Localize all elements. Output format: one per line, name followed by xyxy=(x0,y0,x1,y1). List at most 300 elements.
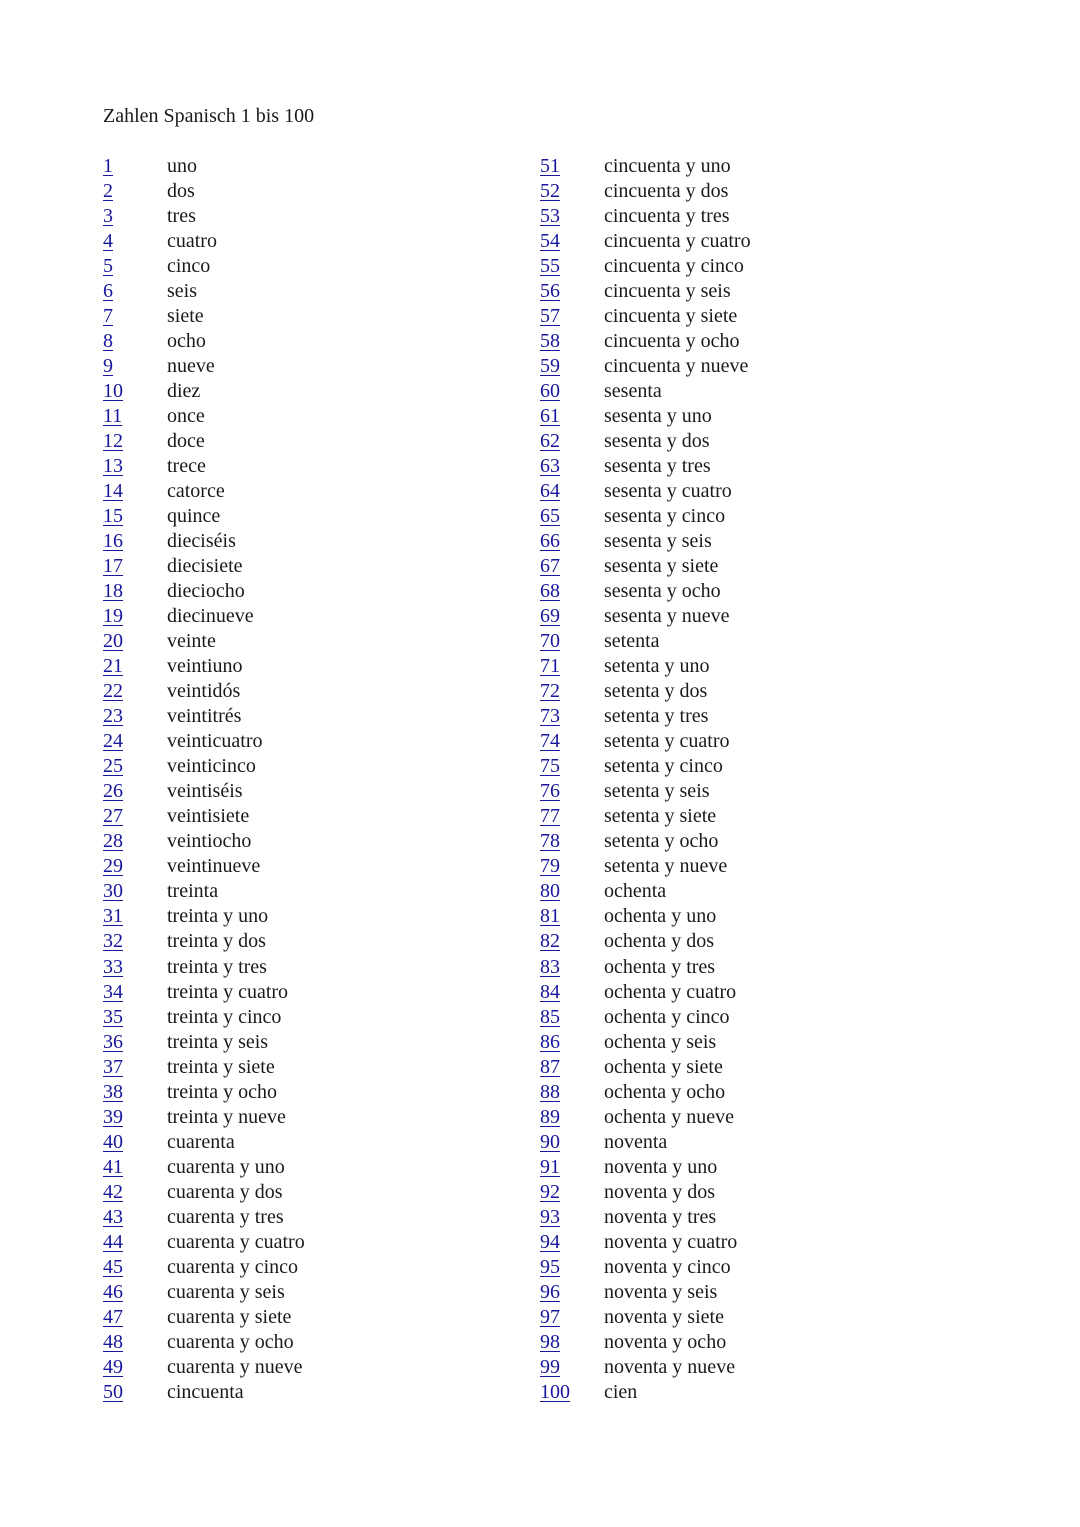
number-entry xyxy=(540,354,960,379)
number-entry xyxy=(540,829,960,854)
spanish-word: seis xyxy=(167,280,197,303)
number-link[interactable]: 12 xyxy=(103,430,123,453)
spanish-word: diecinueve xyxy=(167,605,254,628)
number-link[interactable]: 14 xyxy=(103,480,123,503)
number-entry xyxy=(540,604,960,629)
number-entry xyxy=(540,379,960,404)
spanish-word: trece xyxy=(167,455,206,478)
number-entry xyxy=(540,879,960,904)
spanish-word: cincuenta y siete xyxy=(604,305,738,328)
number-entry xyxy=(540,179,960,204)
number-entry xyxy=(103,1230,523,1255)
spanish-word: noventa y cinco xyxy=(604,1255,731,1278)
number-entry xyxy=(540,154,960,179)
number-entry xyxy=(540,1255,960,1280)
number-entry xyxy=(540,704,960,729)
number-link[interactable]: 62 xyxy=(540,430,560,453)
number-link[interactable]: 5 xyxy=(103,255,113,278)
number-entry xyxy=(540,955,960,980)
number-link[interactable]: 95 xyxy=(540,1255,560,1278)
spanish-word: noventa y nueve xyxy=(604,1355,736,1378)
number-link[interactable]: 67 xyxy=(540,555,560,578)
number-link[interactable]: 28 xyxy=(103,830,123,853)
number-entry xyxy=(540,929,960,954)
number-link[interactable]: 50 xyxy=(103,1380,123,1403)
number-entry xyxy=(103,1380,523,1405)
number-link[interactable]: 4 xyxy=(103,230,113,253)
number-entry xyxy=(103,1080,523,1105)
number-entry xyxy=(103,879,523,904)
number-entry xyxy=(103,955,523,980)
number-entry xyxy=(540,504,960,529)
spanish-word: sesenta y cuatro xyxy=(604,480,732,503)
number-entry xyxy=(540,304,960,329)
number-entry xyxy=(103,1180,523,1205)
number-entry xyxy=(540,1105,960,1130)
spanish-word: cinco xyxy=(167,255,211,278)
number-link[interactable]: 39 xyxy=(103,1105,123,1128)
spanish-word: setenta y ocho xyxy=(604,830,719,853)
number-entry xyxy=(540,554,960,579)
number-entry xyxy=(103,1305,523,1330)
number-link[interactable]: 52 xyxy=(540,180,560,203)
number-link[interactable]: 32 xyxy=(103,930,123,953)
number-link[interactable]: 16 xyxy=(103,530,123,553)
number-entry xyxy=(103,604,523,629)
number-link[interactable]: 30 xyxy=(103,880,123,903)
number-link[interactable]: 33 xyxy=(103,955,123,978)
spanish-word: treinta y ocho xyxy=(167,1080,277,1103)
number-link[interactable]: 81 xyxy=(540,905,560,928)
number-link[interactable]: 92 xyxy=(540,1180,560,1203)
spanish-word: treinta xyxy=(167,880,219,903)
number-link[interactable]: 34 xyxy=(103,980,123,1003)
number-link[interactable]: 58 xyxy=(540,330,560,353)
number-entry xyxy=(103,829,523,854)
spanish-word: ochenta y cinco xyxy=(604,1005,730,1028)
number-link[interactable]: 83 xyxy=(540,955,560,978)
spanish-word: veintitrés xyxy=(167,705,242,728)
number-entry xyxy=(103,704,523,729)
number-entry xyxy=(540,1355,960,1380)
number-link[interactable]: 36 xyxy=(103,1030,123,1053)
number-link[interactable]: 20 xyxy=(103,630,123,653)
number-entry xyxy=(540,529,960,554)
number-link[interactable]: 59 xyxy=(540,355,560,378)
spanish-word: setenta y dos xyxy=(604,680,708,703)
spanish-word: sesenta y cinco xyxy=(604,505,726,528)
number-entry xyxy=(103,679,523,704)
number-link[interactable]: 66 xyxy=(540,530,560,553)
number-entry xyxy=(540,729,960,754)
spanish-word: setenta y nueve xyxy=(604,855,728,878)
number-link[interactable]: 10 xyxy=(103,380,123,403)
spanish-word: diez xyxy=(167,380,201,403)
number-entry xyxy=(103,404,523,429)
number-link[interactable]: 35 xyxy=(103,1005,123,1028)
number-link[interactable]: 45 xyxy=(103,1255,123,1278)
number-entry xyxy=(540,1280,960,1305)
number-link[interactable]: 76 xyxy=(540,780,560,803)
spanish-word: catorce xyxy=(167,480,225,503)
number-entry xyxy=(540,1305,960,1330)
number-link[interactable]: 26 xyxy=(103,780,123,803)
spanish-word: veintisiete xyxy=(167,805,250,828)
number-link[interactable]: 73 xyxy=(540,705,560,728)
spanish-word: sesenta xyxy=(604,380,662,403)
spanish-word: cuarenta y ocho xyxy=(167,1330,294,1353)
number-link[interactable]: 85 xyxy=(540,1005,560,1028)
number-link[interactable]: 69 xyxy=(540,605,560,628)
spanish-word: noventa y siete xyxy=(604,1305,724,1328)
spanish-word: cincuenta y uno xyxy=(604,155,731,177)
number-link[interactable]: 60 xyxy=(540,380,560,403)
number-entry xyxy=(540,629,960,654)
number-entry xyxy=(540,654,960,679)
number-link[interactable]: 72 xyxy=(540,680,560,703)
number-entry xyxy=(540,980,960,1005)
number-entry xyxy=(103,229,523,254)
number-entry xyxy=(103,779,523,804)
spanish-word: treinta y dos xyxy=(167,930,266,953)
spanish-word: sesenta y nueve xyxy=(604,605,730,628)
spanish-word: veintiocho xyxy=(167,830,252,853)
spanish-word: treinta y tres xyxy=(167,955,267,978)
number-link[interactable]: 93 xyxy=(540,1205,560,1228)
number-entry xyxy=(540,254,960,279)
spanish-word: veintiuno xyxy=(167,655,243,678)
spanish-word: treinta y seis xyxy=(167,1030,269,1053)
number-link[interactable]: 23 xyxy=(103,705,123,728)
spanish-word: nueve xyxy=(167,355,215,378)
spanish-word: ochenta xyxy=(604,880,667,903)
spanish-word: setenta y seis xyxy=(604,780,710,803)
spanish-word: dieciocho xyxy=(167,580,245,603)
number-entry xyxy=(103,629,523,654)
number-link[interactable]: 25 xyxy=(103,755,123,778)
number-entry xyxy=(103,1205,523,1230)
spanish-word: setenta y cuatro xyxy=(604,730,730,753)
spanish-word: ochenta y siete xyxy=(604,1055,723,1078)
spanish-word: siete xyxy=(167,305,204,328)
number-link[interactable]: 1 xyxy=(103,155,113,177)
number-link[interactable]: 22 xyxy=(103,680,123,703)
number-link[interactable]: 65 xyxy=(540,505,560,528)
number-link[interactable]: 43 xyxy=(103,1205,123,1228)
number-link[interactable]: 79 xyxy=(540,855,560,878)
spanish-word: treinta y siete xyxy=(167,1055,275,1078)
spanish-word: cuatro xyxy=(167,230,217,253)
number-link[interactable]: 18 xyxy=(103,580,123,603)
number-link[interactable]: 91 xyxy=(540,1155,560,1178)
spanish-word: veintiséis xyxy=(167,780,243,803)
number-entry xyxy=(540,1230,960,1255)
spanish-word: uno xyxy=(167,155,197,177)
number-link[interactable]: 96 xyxy=(540,1280,560,1303)
spanish-word: noventa y uno xyxy=(604,1155,718,1178)
number-entry xyxy=(103,1355,523,1380)
number-entry xyxy=(103,429,523,454)
spanish-word: sesenta y siete xyxy=(604,555,719,578)
spanish-word: cincuenta y nueve xyxy=(604,355,749,378)
number-link[interactable]: 27 xyxy=(103,805,123,828)
number-entry xyxy=(540,229,960,254)
number-link[interactable]: 42 xyxy=(103,1180,123,1203)
number-link[interactable]: 11 xyxy=(103,405,123,428)
spanish-word: cuarenta xyxy=(167,1130,235,1153)
number-entry xyxy=(540,279,960,304)
number-link[interactable]: 54 xyxy=(540,230,560,253)
number-entry xyxy=(540,579,960,604)
spanish-word: cincuenta y seis xyxy=(604,280,731,303)
number-entry xyxy=(540,854,960,879)
spanish-word: once xyxy=(167,405,205,428)
spanish-word: cincuenta y tres xyxy=(604,205,730,228)
number-entry xyxy=(103,804,523,829)
number-entry xyxy=(540,204,960,229)
number-link[interactable]: 84 xyxy=(540,980,560,1003)
spanish-word: ochenta y cuatro xyxy=(604,980,737,1003)
number-entry xyxy=(540,404,960,429)
number-entry xyxy=(103,329,523,354)
number-entry xyxy=(103,354,523,379)
number-link[interactable]: 47 xyxy=(103,1305,123,1328)
number-entry xyxy=(103,479,523,504)
number-link[interactable]: 29 xyxy=(103,855,123,878)
spanish-word: cien xyxy=(604,1380,638,1403)
number-entry xyxy=(540,679,960,704)
spanish-word: sesenta y tres xyxy=(604,455,711,478)
number-entry xyxy=(103,1255,523,1280)
number-link[interactable]: 17 xyxy=(103,555,123,578)
number-entry xyxy=(540,1330,960,1355)
number-entry xyxy=(103,554,523,579)
number-entry xyxy=(103,980,523,1005)
number-entry xyxy=(540,904,960,929)
number-link[interactable]: 41 xyxy=(103,1155,123,1178)
number-entry xyxy=(540,329,960,354)
number-entry xyxy=(103,254,523,279)
number-link[interactable]: 80 xyxy=(540,880,560,903)
spanish-word: setenta xyxy=(604,630,660,653)
spanish-word: cuarenta y tres xyxy=(167,1205,284,1228)
spanish-word: doce xyxy=(167,430,205,453)
spanish-word: cuarenta y uno xyxy=(167,1155,285,1178)
number-link[interactable]: 15 xyxy=(103,505,123,528)
number-entry xyxy=(103,1130,523,1155)
number-link[interactable]: 55 xyxy=(540,255,560,278)
number-entry xyxy=(103,904,523,929)
number-link[interactable]: 86 xyxy=(540,1030,560,1053)
spanish-word: cuarenta y seis xyxy=(167,1280,285,1303)
number-link[interactable]: 63 xyxy=(540,455,560,478)
spanish-word: sesenta y dos xyxy=(604,430,710,453)
number-entry xyxy=(103,854,523,879)
spanish-word: cuarenta y dos xyxy=(167,1180,283,1203)
spanish-word: ochenta y uno xyxy=(604,905,717,928)
spanish-word: sesenta y uno xyxy=(604,405,712,428)
spanish-word: ocho xyxy=(167,330,206,353)
spanish-word: noventa y cuatro xyxy=(604,1230,738,1253)
number-link[interactable]: 8 xyxy=(103,330,113,353)
number-entry xyxy=(103,454,523,479)
spanish-word: veintidós xyxy=(167,680,241,703)
number-link[interactable]: 64 xyxy=(540,480,560,503)
number-entry xyxy=(103,379,523,404)
number-link[interactable]: 31 xyxy=(103,905,123,928)
number-link[interactable]: 98 xyxy=(540,1330,560,1353)
number-entry xyxy=(540,804,960,829)
number-link[interactable]: 53 xyxy=(540,205,560,228)
number-link[interactable]: 57 xyxy=(540,305,560,328)
spanish-word: setenta y uno xyxy=(604,655,710,678)
number-column-left xyxy=(103,154,523,1405)
number-entry xyxy=(540,779,960,804)
spanish-word: noventa y tres xyxy=(604,1205,717,1228)
spanish-word: treinta y cinco xyxy=(167,1005,282,1028)
number-link[interactable]: 46 xyxy=(103,1280,123,1303)
number-link[interactable]: 87 xyxy=(540,1055,560,1078)
number-entry xyxy=(103,154,523,179)
number-entry xyxy=(103,1030,523,1055)
number-link[interactable]: 68 xyxy=(540,580,560,603)
number-link[interactable]: 3 xyxy=(103,205,113,228)
number-link[interactable]: 99 xyxy=(540,1355,560,1378)
number-link[interactable]: 7 xyxy=(103,305,113,328)
number-entry xyxy=(103,1005,523,1030)
spanish-word: setenta y tres xyxy=(604,705,709,728)
spanish-word: noventa y dos xyxy=(604,1180,716,1203)
spanish-word: sesenta y seis xyxy=(604,530,712,553)
number-entry xyxy=(103,929,523,954)
number-entry xyxy=(103,504,523,529)
spanish-word: treinta y cuatro xyxy=(167,980,289,1003)
number-link[interactable]: 19 xyxy=(103,605,123,628)
spanish-word: veinte xyxy=(167,630,216,653)
spanish-word: cincuenta y cuatro xyxy=(604,230,751,253)
number-link[interactable]: 6 xyxy=(103,280,113,303)
number-entry xyxy=(103,529,523,554)
number-entry xyxy=(103,1330,523,1355)
number-entry xyxy=(103,204,523,229)
number-entry xyxy=(103,1280,523,1305)
number-entry xyxy=(103,654,523,679)
number-link[interactable]: 97 xyxy=(540,1305,560,1328)
spanish-word: ochenta y seis xyxy=(604,1030,717,1053)
number-link[interactable]: 94 xyxy=(540,1230,560,1253)
spanish-word: ochenta y ocho xyxy=(604,1080,726,1103)
number-link[interactable]: 78 xyxy=(540,830,560,853)
spanish-word: cincuenta y ocho xyxy=(604,330,740,353)
number-entry xyxy=(540,1130,960,1155)
number-entry xyxy=(540,1205,960,1230)
number-link[interactable]: 89 xyxy=(540,1105,560,1128)
number-link[interactable]: 90 xyxy=(540,1130,560,1153)
spanish-word: veintinueve xyxy=(167,855,261,878)
number-link[interactable]: 49 xyxy=(103,1355,123,1378)
spanish-word: noventa xyxy=(604,1130,668,1153)
spanish-word: diecisiete xyxy=(167,555,243,578)
spanish-word: sesenta y ocho xyxy=(604,580,721,603)
number-link[interactable]: 61 xyxy=(540,405,560,428)
spanish-word: ochenta y dos xyxy=(604,930,714,953)
spanish-word: treinta y nueve xyxy=(167,1105,286,1128)
page-title: Zahlen Spanisch 1 bis 100 xyxy=(103,105,315,127)
spanish-word: setenta y siete xyxy=(604,805,717,828)
number-link[interactable]: 100 xyxy=(540,1380,570,1403)
number-entry xyxy=(540,754,960,779)
number-entry xyxy=(103,279,523,304)
spanish-word: treinta y uno xyxy=(167,905,269,928)
number-entry xyxy=(103,179,523,204)
number-entry xyxy=(103,754,523,779)
spanish-word: cuarenta y cuatro xyxy=(167,1230,305,1253)
number-entry xyxy=(103,304,523,329)
number-link[interactable]: 75 xyxy=(540,755,560,778)
number-entry xyxy=(540,1155,960,1180)
number-entry xyxy=(103,729,523,754)
number-entry xyxy=(103,1155,523,1180)
spanish-word: tres xyxy=(167,205,196,228)
number-entry xyxy=(540,479,960,504)
number-entry xyxy=(540,1180,960,1205)
number-link[interactable]: 24 xyxy=(103,730,123,753)
number-entry xyxy=(540,1080,960,1105)
spanish-word: cincuenta y cinco xyxy=(604,255,744,278)
number-link[interactable]: 48 xyxy=(103,1330,123,1353)
spanish-word: cuarenta y siete xyxy=(167,1305,292,1328)
number-link[interactable]: 82 xyxy=(540,930,560,953)
number-link[interactable]: 9 xyxy=(103,355,113,378)
number-column-right xyxy=(540,154,960,1405)
number-entry xyxy=(103,1105,523,1130)
spanish-word: ochenta y nueve xyxy=(604,1105,734,1128)
number-link[interactable]: 51 xyxy=(540,155,560,177)
spanish-word: veinticuatro xyxy=(167,730,263,753)
number-link[interactable]: 13 xyxy=(103,455,123,478)
number-link[interactable]: 88 xyxy=(540,1080,560,1103)
number-link[interactable]: 21 xyxy=(103,655,123,678)
number-link[interactable]: 56 xyxy=(540,280,560,303)
number-link[interactable]: 38 xyxy=(103,1080,123,1103)
spanish-word: cincuenta y dos xyxy=(604,180,729,203)
spanish-word: setenta y cinco xyxy=(604,755,723,778)
number-link[interactable]: 37 xyxy=(103,1055,123,1078)
spanish-word: dos xyxy=(167,180,195,203)
number-entry xyxy=(540,1005,960,1030)
spanish-word: ochenta y tres xyxy=(604,955,716,978)
spanish-word: noventa y ocho xyxy=(604,1330,727,1353)
number-link[interactable]: 74 xyxy=(540,730,560,753)
spanish-word: quince xyxy=(167,505,221,528)
number-entry xyxy=(103,579,523,604)
number-link[interactable]: 71 xyxy=(540,655,560,678)
number-entry xyxy=(540,1380,960,1405)
number-link[interactable]: 2 xyxy=(103,180,113,203)
number-entry xyxy=(540,1030,960,1055)
spanish-word: dieciséis xyxy=(167,530,236,553)
spanish-word: cuarenta y cinco xyxy=(167,1255,299,1278)
number-link[interactable]: 70 xyxy=(540,630,560,653)
number-entry xyxy=(540,454,960,479)
number-entry xyxy=(540,429,960,454)
number-link[interactable]: 40 xyxy=(103,1130,123,1153)
number-entry xyxy=(103,1055,523,1080)
spanish-word: veinticinco xyxy=(167,755,256,778)
number-link[interactable]: 77 xyxy=(540,805,560,828)
spanish-word: cuarenta y nueve xyxy=(167,1355,303,1378)
number-link[interactable]: 44 xyxy=(103,1230,123,1253)
